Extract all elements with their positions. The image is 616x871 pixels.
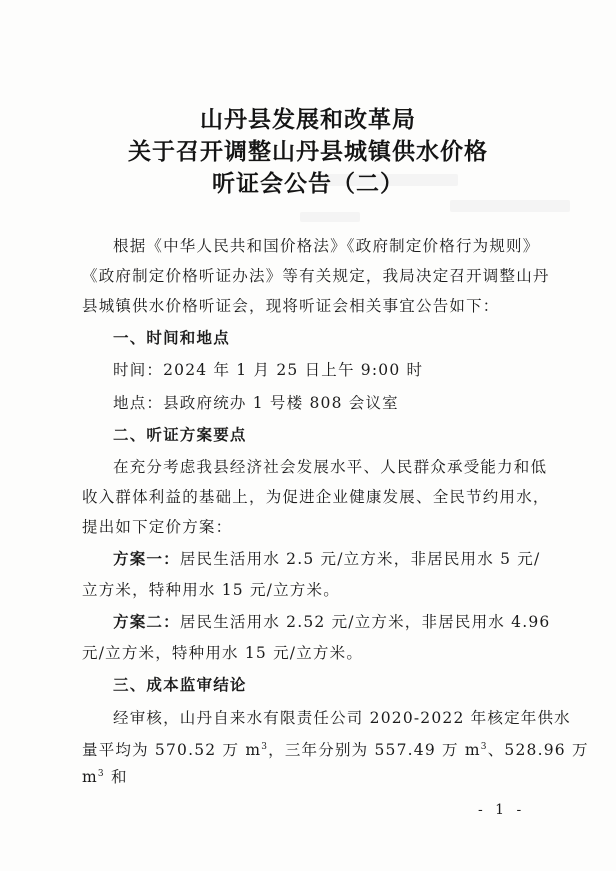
cubic-superscript: 3: [261, 741, 269, 752]
plan-1-label: 方案一：: [113, 550, 180, 568]
plan-1-text: 居民生活用水 2.5 元/立方米，非居民用水 5 元/: [179, 550, 541, 568]
plan-2-line-1: [113, 609, 550, 636]
plan-2-label: 方案二：: [113, 613, 180, 631]
meeting-time: 时间：2024 年 1 月 25 日上午 9:00 时: [113, 361, 424, 379]
supply-average: 量平均为 570.52 万 m: [82, 741, 262, 759]
section-3-heading: 三、成本监审结论: [113, 676, 247, 694]
cubic-superscript: 3: [97, 768, 105, 779]
page-number: - 1 -: [478, 802, 526, 818]
intro-line-3: 县城镇供水价格听证会，现将听证会相关事宜公告如下：: [82, 297, 500, 315]
plan-2-text: 居民生活用水 2.52 元/立方米，非居民用水 4.96: [179, 613, 551, 631]
section-3-line-2: [82, 737, 616, 791]
section-2-line-1: 在充分考虑我县经济社会发展水平、人民群众承受能力和低: [113, 458, 548, 476]
plan-1-line-1: [113, 546, 540, 573]
supply-year-2: 、528.96 万 m: [82, 741, 589, 786]
plan-2-line-2: 元/立方米，特种用水 15 元/立方米。: [82, 644, 364, 662]
section-1-heading: 一、时间和地点: [113, 329, 230, 347]
bleed-through-mark: [450, 200, 570, 212]
section-3-line-1: 经审核，山丹自来水有限责任公司 2020-2022 年核定年供水: [113, 709, 571, 727]
intro-line-1: 根据《中华人民共和国价格法》《政府制定价格行为规则》: [113, 237, 540, 255]
intro-line-2: 《政府制定价格听证办法》等有关规定，我局决定召开调整山丹: [82, 267, 550, 285]
meeting-place: 地点：县政府统办 1 号楼 808 会议室: [113, 394, 399, 412]
section-2-heading: 二、听证方案要点: [113, 426, 247, 444]
title-line-2: 关于召开调整山丹县城镇供水价格: [128, 139, 488, 165]
section-2-line-2: 收入群体利益的基础上，为促进企业健康发展、全民节约用水，: [82, 488, 550, 506]
bleed-through-mark: [300, 212, 360, 222]
title-line-3: 听证会公告（二）: [212, 171, 404, 197]
supply-year-1: ，三年分别为 557.49 万 m: [268, 741, 481, 759]
section-2-line-3: 提出如下定价方案：: [82, 518, 233, 536]
cubic-superscript: 3: [480, 741, 488, 752]
document-title: [0, 104, 616, 200]
plan-1-line-2: 立方米，特种用水 15 元/立方米。: [82, 581, 340, 599]
title-line-1: 山丹县发展和改革局: [200, 107, 416, 133]
line-connector: 和: [104, 768, 128, 786]
